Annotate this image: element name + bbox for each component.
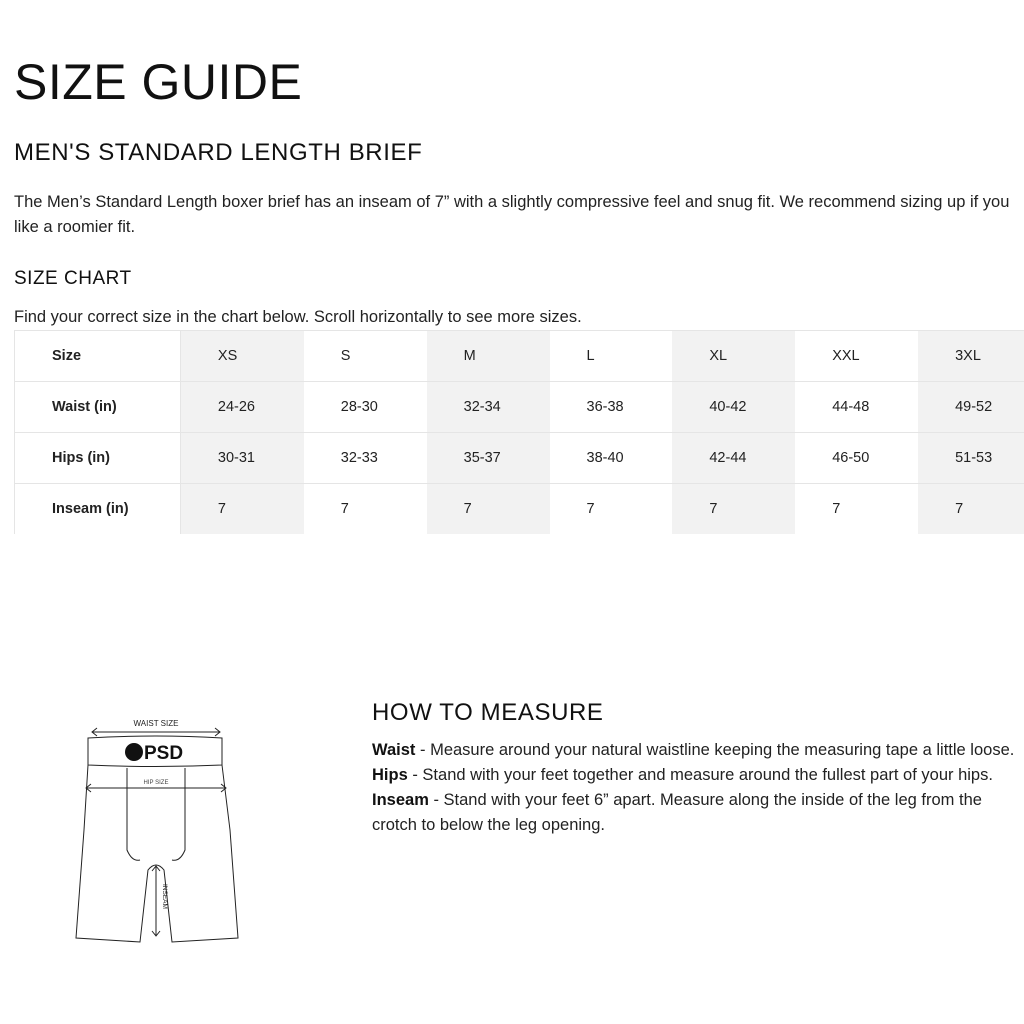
- waist-cell: 24-26: [180, 382, 303, 433]
- waist-cell: 32-34: [427, 382, 550, 433]
- right-seam: [172, 768, 185, 860]
- size-chart-table: [14, 330, 1024, 534]
- brand-logo-text: PSD: [144, 743, 184, 764]
- size-cell: XL: [672, 331, 795, 382]
- hips-cell: 46-50: [832, 450, 870, 466]
- waist-cell: 44-48: [832, 399, 870, 415]
- table-row-waist: [15, 382, 1024, 433]
- table-row-hips: [15, 433, 1024, 484]
- inseam-cell: 7: [832, 501, 841, 517]
- inseam-cell: 7: [340, 501, 349, 517]
- size-chart-intro: Find your correct size in the chart below. Scroll horizontally to see more sizes.: [14, 308, 582, 326]
- row-label-inseam: Inseam (in): [15, 484, 181, 535]
- measure-item-hips: [372, 763, 1024, 788]
- row-label-size: Size: [15, 331, 181, 382]
- measure-item-inseam: [372, 788, 1024, 838]
- page-title: SIZE GUIDE: [14, 54, 303, 110]
- inseam-cell: 7: [672, 484, 795, 535]
- inseam-cell: 7: [180, 484, 303, 535]
- measure-text: - Stand with your feet together and measure around the fullest part of your hips.: [407, 766, 993, 784]
- size-chart-heading: SIZE CHART: [14, 268, 132, 289]
- row-label-hips: Hips (in): [15, 433, 181, 484]
- hips-cell: 38-40: [586, 450, 624, 466]
- waist-size-label: WAIST SIZE: [133, 719, 179, 728]
- how-to-measure-heading: HOW TO MEASURE: [372, 699, 604, 726]
- size-cell: S: [340, 348, 351, 364]
- product-title: MEN'S STANDARD LENGTH BRIEF: [14, 139, 423, 166]
- waist-cell: 49-52: [918, 382, 1024, 433]
- measure-term: Hips: [372, 766, 408, 784]
- size-chart-table-scroll[interactable]: [14, 330, 1024, 534]
- size-cell: M: [427, 331, 550, 382]
- hips-cell: 51-53: [918, 433, 1024, 484]
- measure-term: Inseam: [372, 791, 429, 809]
- inseam-cell: 7: [918, 484, 1024, 535]
- measure-text: - Stand with your feet 6” apart. Measure along the inside of the leg from the crotch to below the leg opening.: [372, 791, 982, 834]
- row-label-waist: Waist (in): [15, 382, 181, 433]
- hips-cell: 35-37: [427, 433, 550, 484]
- inseam-cell: 7: [586, 501, 595, 517]
- size-cell: XXL: [832, 348, 860, 364]
- hips-cell: 42-44: [672, 433, 795, 484]
- table-row-size: [15, 331, 1024, 382]
- shorts-outline: [76, 765, 238, 942]
- measure-text: - Measure around your natural waistline keeping the measuring tape a little loose.: [415, 741, 1015, 759]
- size-cell: XS: [180, 331, 303, 382]
- left-seam: [127, 768, 140, 860]
- inseam-label: INSEAM: [161, 884, 168, 909]
- table-row-inseam: [15, 484, 1024, 535]
- size-cell: L: [586, 348, 595, 364]
- measure-item-waist: [372, 738, 1024, 763]
- brand-logo-icon: [125, 743, 143, 761]
- inseam-cell: 7: [427, 484, 550, 535]
- waist-cell: 28-30: [340, 399, 378, 415]
- product-description: The Men’s Standard Length boxer brief has an inseam of 7” with a slightly compressive feel and snug fit. We recommend sizing up if you like a roomier fit.: [14, 193, 1010, 236]
- waist-cell: 40-42: [672, 382, 795, 433]
- hip-size-label: HIP SIZE: [143, 780, 169, 786]
- measurement-diagram: [70, 710, 250, 950]
- waist-cell: 36-38: [586, 399, 624, 415]
- hips-cell: 32-33: [340, 450, 378, 466]
- size-cell: 3XL: [918, 331, 1024, 382]
- measure-term: Waist: [372, 741, 416, 759]
- how-to-measure-list: [372, 738, 1024, 838]
- hips-cell: 30-31: [180, 433, 303, 484]
